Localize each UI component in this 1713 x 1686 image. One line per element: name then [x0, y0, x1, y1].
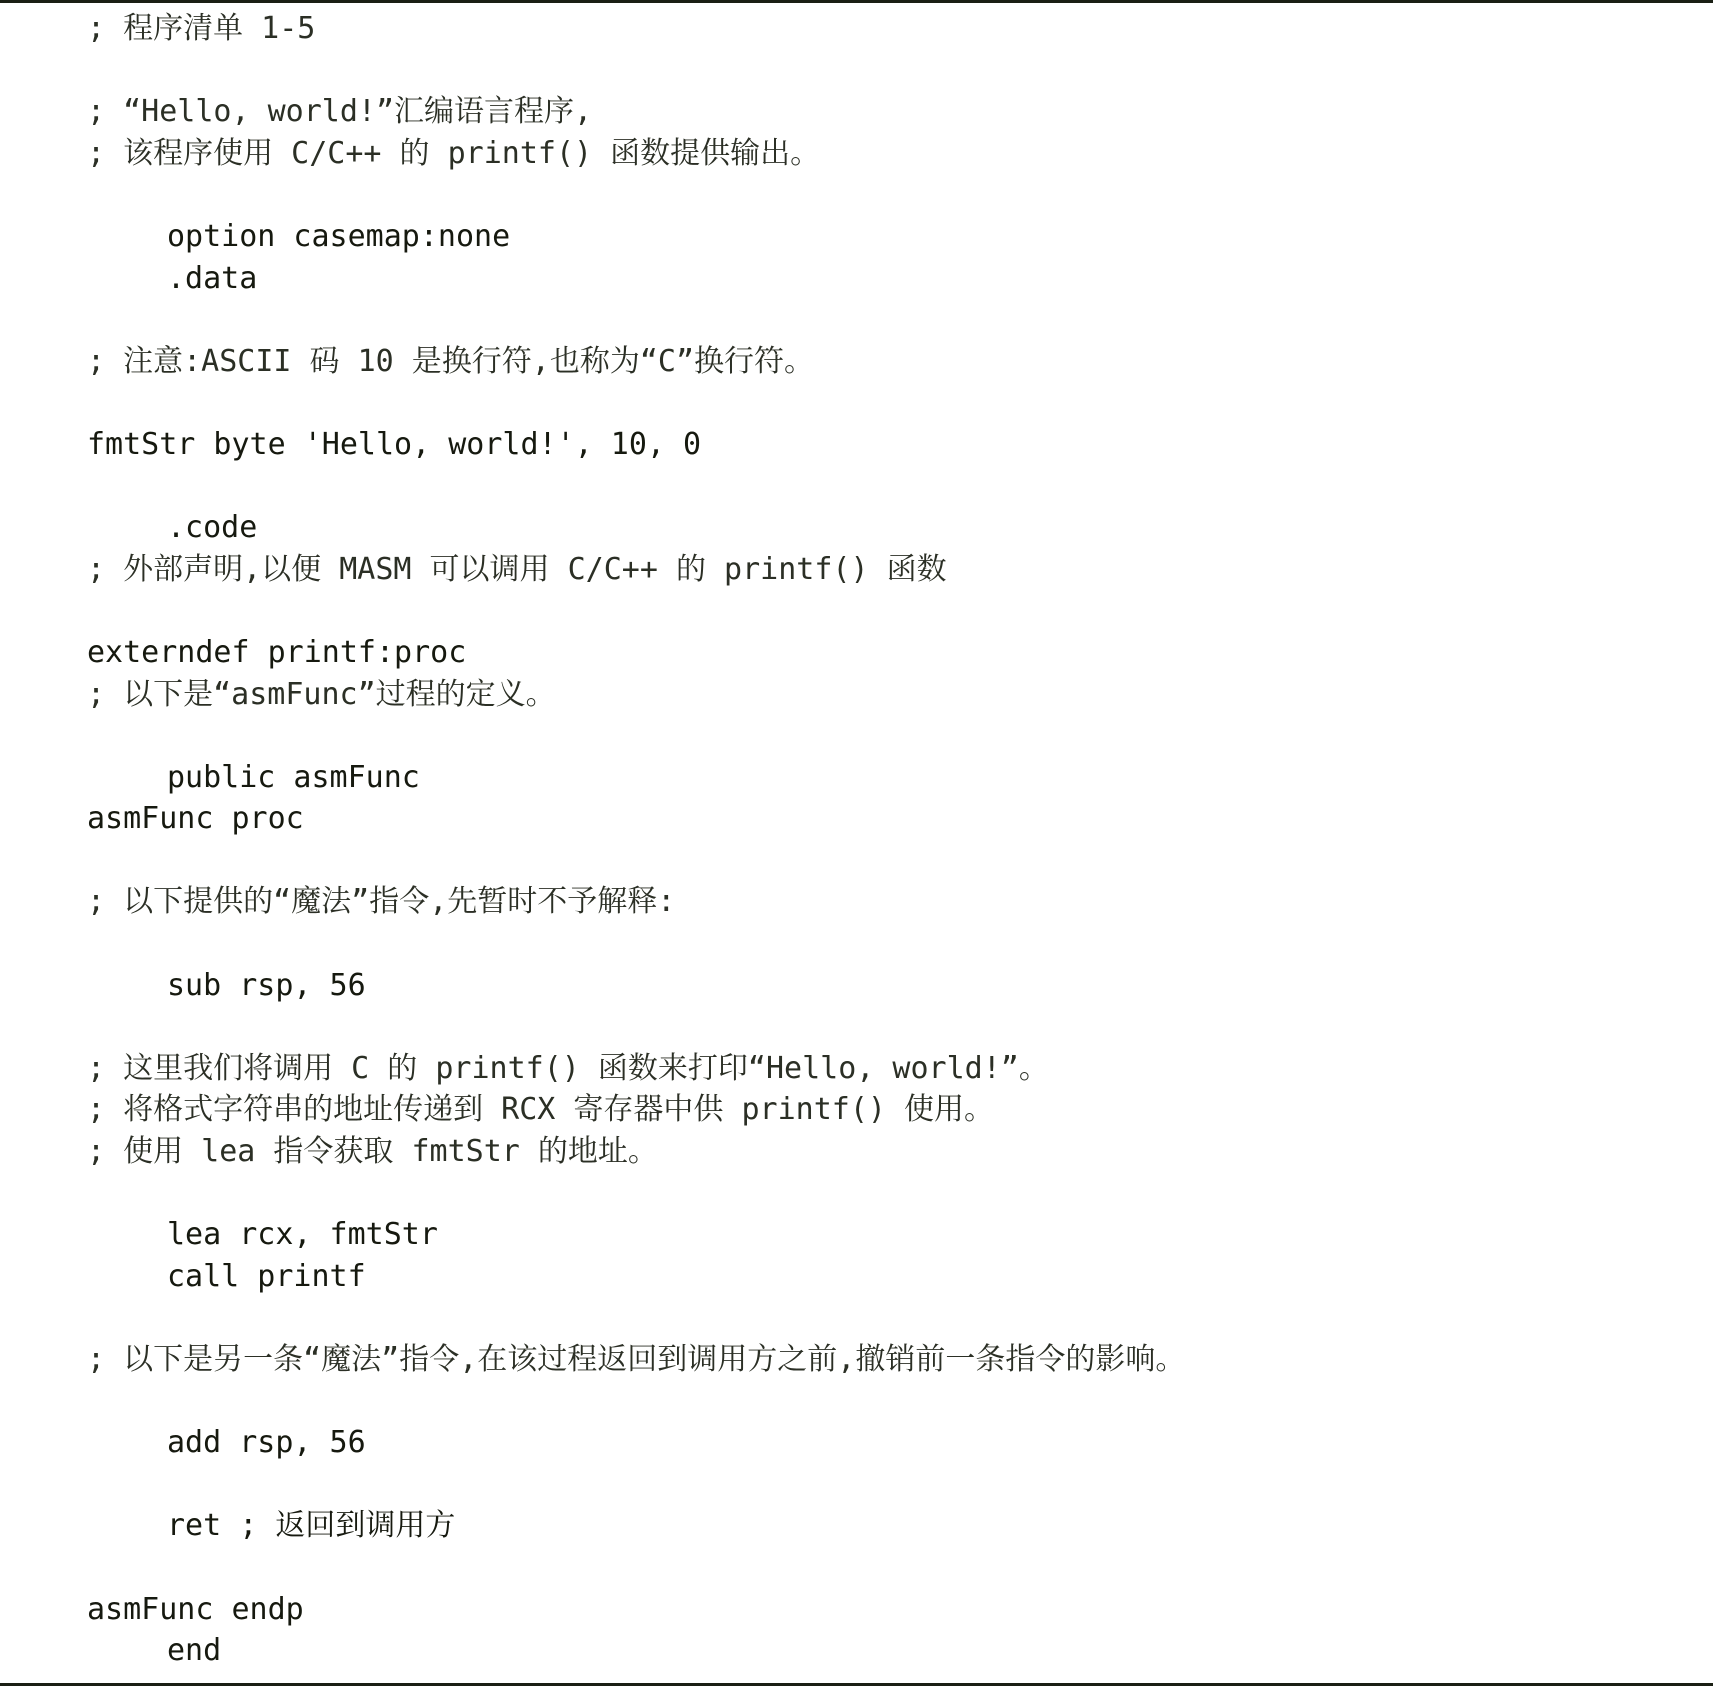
comment-line: ; 程序清单 1-5	[87, 11, 316, 46]
blank-line	[87, 174, 1687, 216]
comment-line: ; “Hello, world!”汇编语言程序,	[87, 94, 593, 130]
blank-line	[87, 1173, 1687, 1215]
indented-code-line: end	[167, 1633, 222, 1669]
code-listing	[87, 8, 1687, 1672]
indented-code-line: public asmFunc	[167, 759, 420, 795]
blank-line	[87, 840, 1687, 882]
comment-line: ; 将格式字符串的地址传递到 RCX 寄存器中供 printf() 使用。	[87, 1092, 995, 1128]
code-line: externdef printf:proc	[87, 634, 467, 670]
blank-line	[87, 1381, 1687, 1423]
blank-line	[87, 299, 1687, 341]
blank-line	[87, 1006, 1687, 1048]
indented-code-line: .code	[167, 510, 258, 546]
blank-line	[87, 50, 1687, 92]
comment-line: ; 使用 lea 指令获取 fmtStr 的地址。	[87, 1134, 658, 1170]
comment-line: ; 外部声明,以便 MASM 可以调用 C/C++ 的 printf() 函数	[87, 551, 947, 587]
blank-line	[87, 466, 1687, 508]
comment-line: ; 这里我们将调用 C 的 printf() 函数来打印“Hello, world!”。	[87, 1050, 1049, 1086]
blank-line	[87, 1547, 1687, 1589]
blank-line	[87, 715, 1687, 757]
indented-code-line: option casemap:none	[167, 218, 511, 254]
comment-line: ; 以下提供的“魔法”指令,先暂时不予解释:	[87, 884, 676, 920]
blank-line	[87, 1297, 1687, 1339]
indented-code-line: call printf	[167, 1258, 366, 1294]
code-line: asmFunc proc	[87, 801, 304, 837]
code-line: asmFunc endp	[87, 1591, 304, 1627]
comment-line: ; 该程序使用 C/C++ 的 printf() 函数提供输出。	[87, 135, 821, 171]
indented-code-line: ret ; 返回到调用方	[167, 1508, 456, 1544]
blank-line	[87, 923, 1687, 965]
comment-line: ; 注意:ASCII 码 10 是换行符,也称为“C”换行符。	[87, 343, 815, 379]
indented-code-line: add rsp, 56	[167, 1425, 366, 1461]
comment-line: ; 以下是另一条“魔法”指令,在该过程返回到调用方之前,撤销前一条指令的影响。	[87, 1342, 1186, 1377]
blank-line	[87, 1464, 1687, 1506]
comment-line: ; 以下是“asmFunc”过程的定义。	[87, 676, 556, 712]
blank-line	[87, 590, 1687, 632]
blank-line	[87, 382, 1687, 424]
indented-code-line: lea rcx, fmtStr	[167, 1217, 438, 1253]
indented-code-line: .data	[167, 260, 258, 296]
indented-code-line: sub rsp, 56	[167, 967, 366, 1003]
code-line: fmtStr byte 'Hello, world!', 10, 0	[87, 426, 702, 462]
